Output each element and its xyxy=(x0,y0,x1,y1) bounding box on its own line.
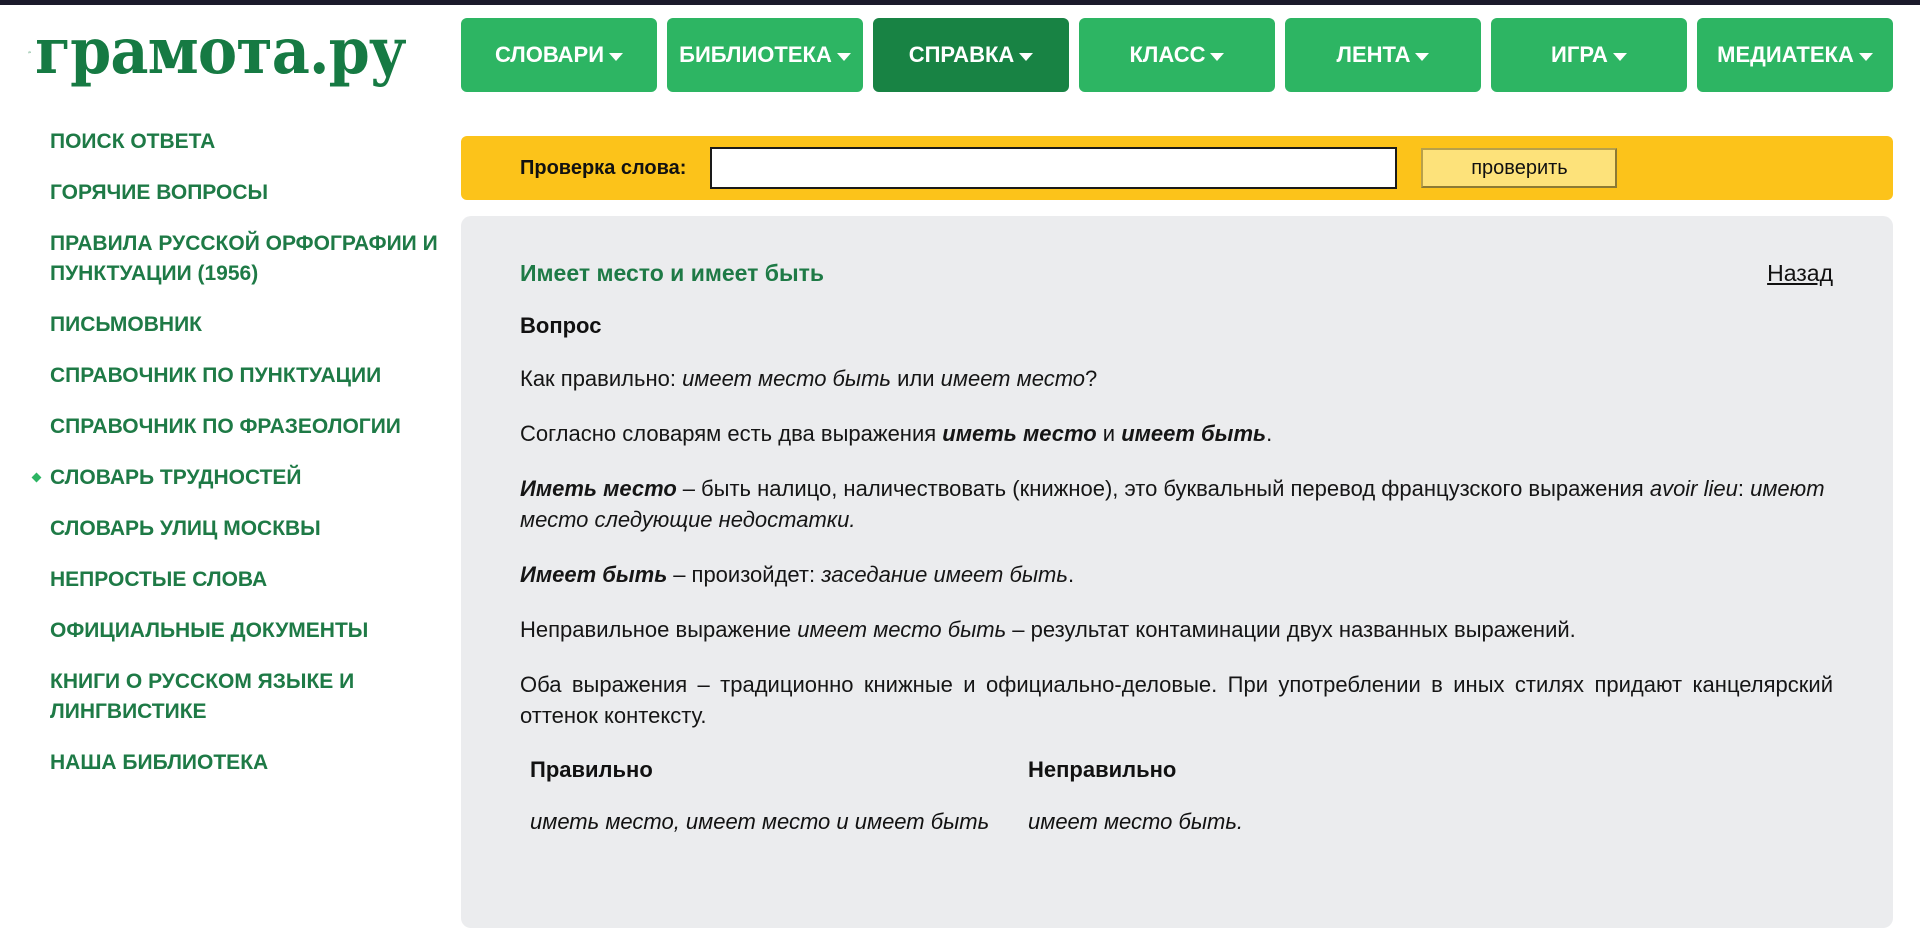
logo-text: грамота.ру xyxy=(35,14,406,89)
caret-down-icon xyxy=(609,53,623,61)
sidebar-item-dokumenty[interactable]: ОФИЦИАЛЬНЫЕ ДОКУМЕНТЫ xyxy=(50,619,369,642)
check-button[interactable]: проверить xyxy=(1421,148,1617,188)
sidebar-item-pismovnik[interactable]: ПИСЬМОВНИК xyxy=(50,313,202,336)
table-header-incorrect: Неправильно xyxy=(1028,757,1177,782)
comparison-table xyxy=(530,757,1833,835)
caret-down-icon xyxy=(1210,53,1224,61)
caret-down-icon xyxy=(1415,53,1429,61)
sidebar-item-pravila[interactable]: ПРАВИЛА РУССКОЙ ОРФОГРАФИИ И ПУНКТУАЦИИ (1956) xyxy=(50,232,438,285)
sidebar-item-neprostye-slova[interactable]: НЕПРОСТЫЕ СЛОВА xyxy=(50,568,268,591)
nav-biblioteka[interactable] xyxy=(667,18,863,92)
word-check-label: Проверка слова: xyxy=(520,156,687,179)
site-logo[interactable] xyxy=(28,8,438,96)
table-header-correct: Правильно xyxy=(530,757,653,782)
back-link[interactable]: Назад xyxy=(1767,260,1833,286)
incorrect-expression-note: Неправильное выражение имеет место быть – результат контаминации двух названных выражений. xyxy=(520,617,1576,642)
main-nav xyxy=(461,18,1893,92)
caret-down-icon xyxy=(837,53,851,61)
sidebar-item-goryachie-voprosy[interactable]: ГОРЯЧИЕ ВОПРОСЫ xyxy=(50,181,269,204)
article xyxy=(520,260,1833,835)
sidebar-item-slovar-ulits[interactable]: СЛОВАРЬ УЛИЦ МОСКВЫ xyxy=(50,517,321,540)
nav-lenta[interactable] xyxy=(1285,18,1481,92)
nav-label: БИБЛИОТЕКА xyxy=(679,42,832,67)
question-label: Вопрос xyxy=(520,313,602,338)
table-cell-incorrect: имеет место быть. xyxy=(1028,809,1244,834)
style-note: Оба выражения – традиционно книжные и официально-деловые. При употреблении в иных стилях придают канцелярский оттенок контексту. xyxy=(520,672,1833,728)
snail-logo-icon xyxy=(28,10,31,94)
nav-spravka[interactable] xyxy=(873,18,1069,92)
sidebar-item-nasha-biblioteka[interactable]: НАША БИБЛИОТЕКА xyxy=(50,751,269,774)
sidebar-menu xyxy=(50,127,440,799)
nav-label: КЛАСС xyxy=(1129,42,1206,67)
nav-label: СЛОВАРИ xyxy=(494,42,605,67)
nav-igra[interactable] xyxy=(1491,18,1687,92)
nav-label: МЕДИАТЕКА xyxy=(1717,42,1854,67)
sidebar-item-frazeologiya[interactable]: СПРАВОЧНИК ПО ФРАЗЕОЛОГИИ xyxy=(50,415,401,438)
article-title: Имеет место и имеет быть xyxy=(520,260,825,286)
sidebar-item-slovar-trudnostey[interactable]: СЛОВАРЬ ТРУДНОСТЕЙ xyxy=(50,463,440,493)
nav-label: СПРАВКА xyxy=(908,42,1015,67)
answer-paragraph: Согласно словарям есть два выражения иметь место и имеет быть. xyxy=(520,421,1273,446)
nav-klass[interactable] xyxy=(1079,18,1275,92)
nav-label: ЛЕНТА xyxy=(1336,42,1411,67)
caret-down-icon xyxy=(1019,53,1033,61)
definition-imeet-byt: Имеет быть – произойдет: заседание имеет быть. xyxy=(520,562,1075,587)
nav-mediateka[interactable] xyxy=(1697,18,1893,92)
sidebar-item-poisk-otveta[interactable]: ПОИСК ОТВЕТА xyxy=(50,130,216,153)
nav-slovari[interactable] xyxy=(461,18,657,92)
definition-imet-mesto: Иметь место – быть налицо, наличествовать (книжное), это буквальный перевод французского выражения avoir lieu: имеют место следующие недостатки. xyxy=(520,476,1825,532)
caret-down-icon xyxy=(1859,53,1873,61)
article-header xyxy=(520,260,1833,287)
sidebar-item-knigi[interactable]: КНИГИ О РУССКОМ ЯЗЫКЕ И ЛИНГВИСТИКЕ xyxy=(50,670,355,723)
word-check-bar xyxy=(461,136,1893,200)
caret-down-icon xyxy=(1613,53,1627,61)
top-border xyxy=(0,0,1920,5)
sidebar-item-punktuaciya[interactable]: СПРАВОЧНИК ПО ПУНКТУАЦИИ xyxy=(50,364,382,387)
word-check-input[interactable] xyxy=(710,147,1397,189)
table-cell-correct: иметь место, имеет место и имеет быть xyxy=(530,809,990,834)
nav-label: ИГРА xyxy=(1551,42,1608,67)
question-text: Как правильно: имеет место быть или имеет место? xyxy=(520,366,1098,391)
content-panel xyxy=(461,216,1893,928)
